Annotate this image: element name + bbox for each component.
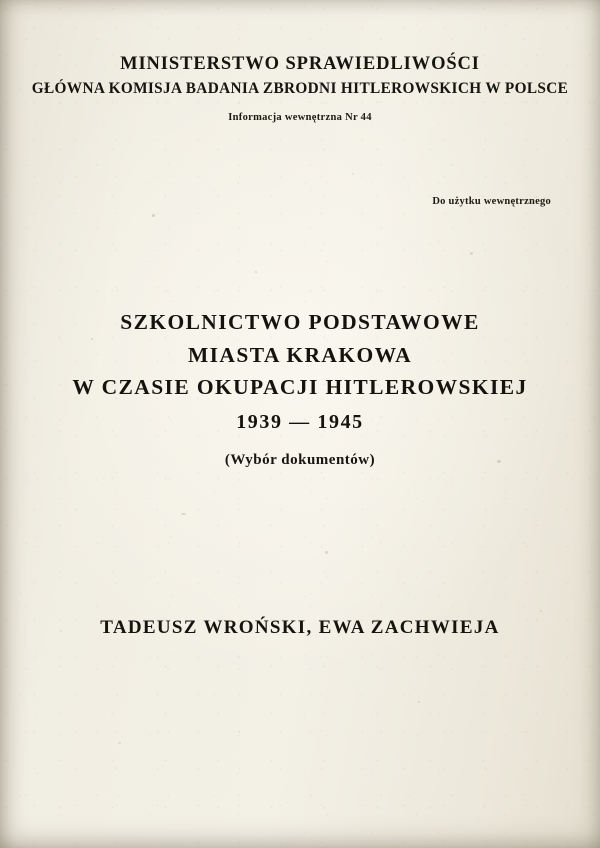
authors: TADEUSZ WROŃSKI, EWA ZACHWIEJA bbox=[100, 617, 500, 638]
commission-name: GŁÓWNA KOMISJA BADANIA ZBRODNI HITLEROWSKICH W POLSCE bbox=[31, 80, 569, 98]
ministry-name: MINISTERSTWO SPRAWIEDLIWOŚCI bbox=[120, 54, 480, 74]
title-line-1: SZKOLNICTWO PODSTAWOWE bbox=[120, 310, 480, 334]
publisher-header bbox=[0, 53, 600, 123]
page-title bbox=[0, 306, 600, 438]
title-years: 1939 — 1945 bbox=[236, 411, 364, 434]
internal-use-notice: Do użytku wewnętrznego bbox=[432, 196, 551, 207]
subtitle: (Wybór dokumentów) bbox=[224, 452, 376, 468]
title-line-2: MIASTA KRAKOWA bbox=[187, 342, 413, 367]
title-line-3: W CZASIE OKUPACJI HITLEROWSKIEJ bbox=[72, 375, 528, 400]
internal-info-number: Informacja wewnętrzna Nr 44 bbox=[228, 112, 372, 124]
